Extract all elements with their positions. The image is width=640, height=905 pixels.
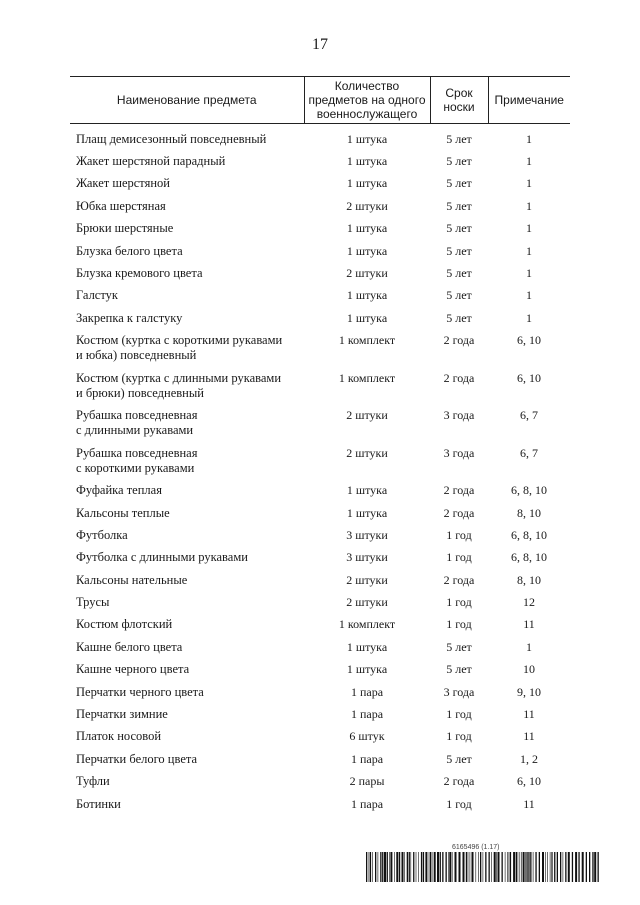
item-note-cell: 6, 10	[517, 774, 541, 789]
item-note-cell: 6, 10	[517, 333, 541, 348]
item-note-cell: 1	[526, 639, 532, 654]
item-quantity-cell: 1 комплект	[338, 333, 396, 348]
item-note-cell: 1	[526, 243, 532, 258]
table-row	[70, 707, 570, 729]
table-row	[70, 685, 570, 707]
item-note-cell: 1	[526, 176, 532, 191]
item-quantity-cell: 3 штуки	[346, 550, 388, 565]
item-term-cell: 1 год	[446, 729, 472, 744]
table-row	[70, 595, 570, 617]
item-note-cell: 6, 7	[520, 408, 538, 423]
table-row	[70, 176, 570, 198]
table-row	[70, 483, 570, 505]
item-name-cell: Блузка кремового цвета	[76, 265, 203, 280]
item-name-cell: Плащ демисезонный повседневный	[76, 132, 267, 146]
table-row	[70, 154, 570, 176]
table-row	[70, 550, 570, 572]
item-note-cell: 9, 10	[517, 684, 541, 699]
item-term-cell: 2 года	[443, 483, 475, 498]
item-term-cell: 5 лет	[446, 176, 472, 191]
item-quantity-cell: 1 пара	[350, 684, 384, 699]
item-note-cell: 1	[526, 132, 532, 146]
table-row	[70, 752, 570, 774]
table-row	[70, 729, 570, 751]
item-quantity-cell: 1 штука	[346, 639, 388, 654]
item-note-cell: 1	[526, 265, 532, 280]
item-name-cell: Жакет шерстяной парадный	[76, 154, 226, 168]
item-term-cell: 3 года	[443, 684, 475, 699]
header-term: Срок носки	[430, 77, 488, 124]
barcode-image	[366, 852, 600, 882]
item-quantity-cell: 2 штуки	[346, 408, 388, 423]
item-name-cell: Ботинки	[76, 796, 121, 811]
item-quantity-cell: 2 штуки	[346, 198, 388, 213]
item-note-cell: 8, 10	[517, 572, 541, 587]
item-note-cell: 6, 8, 10	[511, 527, 547, 542]
item-quantity-cell: 1 пара	[350, 796, 384, 811]
item-name-cell: Трусы	[76, 595, 110, 610]
item-note-cell: 6, 7	[520, 445, 538, 460]
item-note-cell: 1	[526, 221, 532, 236]
item-note-cell: 6, 8, 10	[511, 483, 547, 498]
table-row	[70, 371, 570, 409]
barcode-code: 6165496 (1.17)	[452, 844, 500, 851]
item-name-cell: Кальсоны теплые	[76, 505, 170, 520]
item-name-cell: Кальсоны нательные	[76, 572, 188, 587]
item-quantity-cell: 1 штука	[346, 483, 388, 498]
item-note-cell: 8, 10	[517, 505, 541, 520]
item-term-cell: 5 лет	[446, 662, 472, 677]
item-term-cell: 5 лет	[446, 132, 472, 146]
item-term-cell: 5 лет	[446, 221, 472, 236]
item-name-cell: Костюм (куртка с короткими рукавами и юбка) повседневный	[76, 333, 283, 363]
item-name-cell: Платок носовой	[76, 729, 162, 744]
table-row	[70, 266, 570, 288]
item-term-cell: 5 лет	[446, 198, 472, 213]
item-note-cell: 10	[523, 662, 535, 677]
item-note-cell: 1	[526, 310, 532, 325]
item-note-cell: 6, 8, 10	[511, 550, 547, 565]
item-term-cell: 5 лет	[446, 751, 472, 766]
item-term-cell: 2 года	[443, 333, 475, 348]
table-row	[70, 617, 570, 639]
header-quantity: Количество предметов на одного военнослужащего	[304, 77, 430, 124]
item-quantity-cell: 1 штука	[346, 154, 388, 168]
item-name-cell: Футболка	[76, 527, 128, 542]
item-quantity-cell: 1 комплект	[338, 370, 396, 385]
item-name-cell: Футболка с длинными рукавами	[76, 550, 248, 565]
item-term-cell: 5 лет	[446, 265, 472, 280]
item-note-cell: 11	[523, 617, 535, 632]
item-quantity-cell: 1 штука	[346, 662, 388, 677]
item-note-cell: 11	[523, 796, 535, 811]
page-number: 17	[312, 36, 328, 53]
table-row	[70, 774, 570, 796]
item-quantity-cell: 2 штуки	[346, 445, 388, 460]
item-name-cell: Рубашка повседневная с короткими рукавами	[76, 445, 198, 475]
table-body	[70, 124, 570, 819]
item-term-cell: 5 лет	[446, 154, 472, 168]
item-term-cell: 2 года	[443, 774, 475, 789]
item-name-cell: Рубашка повседневная с длинными рукавами	[76, 408, 198, 438]
item-term-cell: 1 год	[446, 707, 472, 722]
item-term-cell: 3 года	[443, 445, 475, 460]
item-quantity-cell: 3 штуки	[346, 527, 388, 542]
item-quantity-cell: 1 штука	[346, 221, 388, 236]
table-row	[70, 288, 570, 310]
item-quantity-cell: 2 штуки	[346, 595, 388, 610]
item-term-cell: 1 год	[446, 617, 472, 632]
clothing-norms-table	[70, 76, 570, 819]
item-name-cell: Брюки шерстяные	[76, 221, 174, 236]
item-quantity-cell: 1 штука	[346, 310, 388, 325]
table-row	[70, 573, 570, 595]
item-name-cell: Галстук	[76, 288, 118, 303]
item-name-cell: Юбка шерстяная	[76, 198, 166, 213]
item-term-cell: 5 лет	[446, 288, 472, 303]
item-term-cell: 2 года	[443, 572, 475, 587]
item-note-cell: 1	[526, 288, 532, 303]
table-row	[70, 333, 570, 371]
item-term-cell: 2 года	[443, 505, 475, 520]
item-term-cell: 5 лет	[446, 639, 472, 654]
item-name-cell: Костюм флотский	[76, 617, 173, 632]
item-term-cell: 1 год	[446, 527, 472, 542]
item-quantity-cell: 1 комплект	[338, 617, 396, 632]
item-term-cell: 2 года	[443, 370, 475, 385]
item-note-cell: 12	[523, 595, 535, 610]
item-name-cell: Туфли	[76, 774, 110, 789]
table-row	[70, 199, 570, 221]
table-row	[70, 244, 570, 266]
item-term-cell: 1 год	[446, 595, 472, 610]
table-row	[70, 640, 570, 662]
item-note-cell: 11	[523, 707, 535, 722]
item-name-cell: Кашне черного цвета	[76, 662, 190, 677]
item-quantity-cell: 2 пары	[349, 774, 385, 789]
table-row	[70, 506, 570, 528]
item-name-cell: Перчатки черного цвета	[76, 684, 204, 699]
item-note-cell: 11	[523, 729, 535, 744]
item-name-cell: Кашне белого цвета	[76, 639, 183, 654]
item-name-cell: Костюм (куртка с длинными рукавами и брюки) повседневный	[76, 370, 282, 400]
header-name: Наименование предмета	[70, 77, 304, 124]
table-row	[70, 797, 570, 819]
table-header-row	[70, 77, 570, 124]
table-row	[70, 124, 570, 155]
item-note-cell: 1, 2	[520, 751, 538, 766]
item-note-cell: 6, 10	[517, 370, 541, 385]
table-row	[70, 662, 570, 684]
table-row	[70, 408, 570, 446]
item-name-cell: Жакет шерстяной	[76, 176, 170, 191]
item-term-cell: 5 лет	[446, 310, 472, 325]
item-quantity-cell: 2 штуки	[346, 572, 388, 587]
item-quantity-cell: 1 штука	[346, 243, 388, 258]
item-note-cell: 1	[526, 198, 532, 213]
item-quantity-cell: 6 штук	[349, 729, 385, 744]
item-quantity-cell: 1 пара	[350, 751, 384, 766]
item-quantity-cell: 1 штука	[346, 132, 388, 146]
table-row	[70, 221, 570, 243]
item-term-cell: 1 год	[446, 796, 472, 811]
item-term-cell: 1 год	[446, 550, 472, 565]
item-quantity-cell: 1 штука	[346, 176, 388, 191]
item-name-cell: Перчатки белого цвета	[76, 751, 198, 766]
table-row	[70, 446, 570, 484]
table-row	[70, 528, 570, 550]
item-name-cell: Блузка белого цвета	[76, 243, 183, 258]
item-quantity-cell: 1 штука	[346, 288, 388, 303]
item-name-cell: Перчатки зимние	[76, 707, 168, 722]
item-quantity-cell: 2 штуки	[346, 265, 388, 280]
item-quantity-cell: 1 пара	[350, 707, 384, 722]
item-term-cell: 3 года	[443, 408, 475, 423]
item-name-cell: Закрепка к галстуку	[76, 310, 183, 325]
item-name-cell: Фуфайка теплая	[76, 483, 162, 498]
item-note-cell: 1	[526, 154, 532, 168]
header-note: Примечание	[488, 77, 570, 124]
item-quantity-cell: 1 штука	[346, 505, 388, 520]
barcode-block	[366, 844, 600, 882]
item-term-cell: 5 лет	[446, 243, 472, 258]
table-row	[70, 311, 570, 333]
